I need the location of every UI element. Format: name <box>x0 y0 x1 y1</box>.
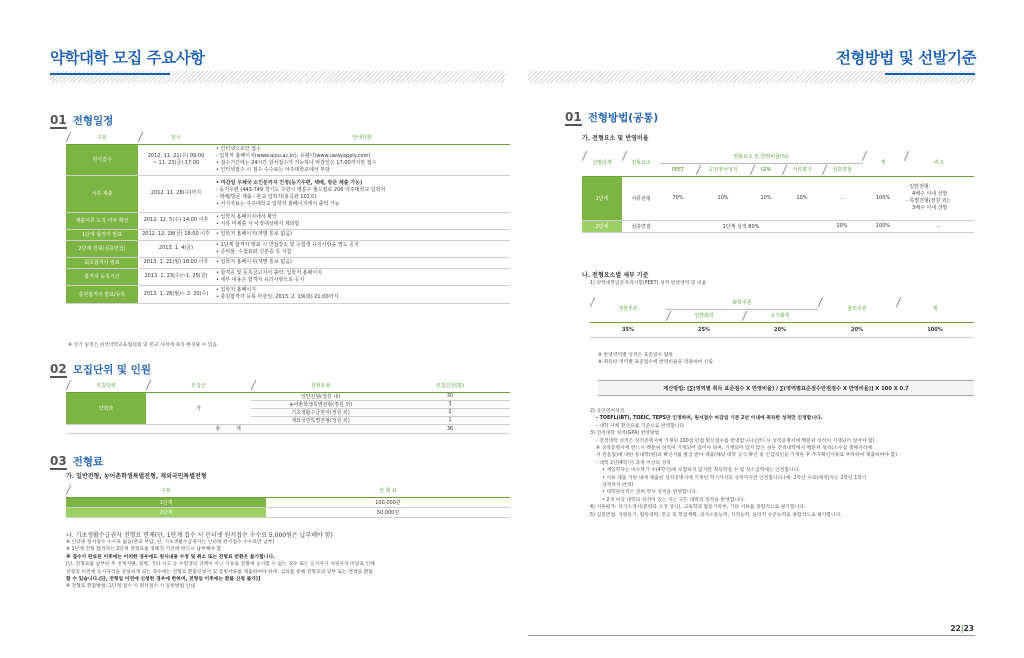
peet-header-organic-chem: 유기화학 <box>742 309 818 322</box>
schedule-note: - 등기우편 (443-749 경기도 수원시 영통구 월드컵로 206 아주대학교 입학처 <box>216 186 386 193</box>
criteria-line: 5) 심층면접: 지원동기, 활동경력, 전공 및 학업계획, 의사소통능력, 지적능력, 윤리적 수준능력을 종합적으로 평가합니다. <box>590 512 842 518</box>
peet-note: ※ 취득한 영역별 표준점수에 반영비율을 적용하여 산출 <box>598 360 714 366</box>
criteria-line: • 재입학자는 이수학기 수(4학기)에 포함하지 않지만 취득학점 수 및 성소급학에는 인정합니다. <box>602 468 800 474</box>
schedule-note: • 서식자료는 아주대학교 입학처 홈페이지에서 출력 가능 <box>216 200 340 207</box>
table-row <box>66 212 510 229</box>
criteria-line: • 2개 이상 대학의 성적이 있는 자는 모든 대학의 성적을 반영합니다. <box>602 497 746 503</box>
fee-note: ※ 전형료 환불방법: 1단계 접수 시 원서접수 시 등록방법 안내 <box>66 584 195 590</box>
schedule-note: • 준비물: 수험표와 신분증 꼭 지참 <box>216 248 292 255</box>
quota-type: 기초생활수급권자(정원 외) <box>251 408 390 416</box>
schedule-note: • 인터넷접수 시 접수 수수료는 아주대학교에서 부담 <box>216 166 330 173</box>
schedule-label: 합격자 등록기간 <box>66 268 138 285</box>
fee-note: ※ 접수가 완료된 이후에는 어떠한 경우에도 원서내용 수정 및 취소 또는 전형료 반환은 불가합니다. <box>66 554 275 560</box>
quota-type: 농어촌학생특별전형(정원 외) <box>251 400 390 408</box>
fee-header-amount: 전 형 료 <box>266 484 510 497</box>
table-row <box>582 220 974 232</box>
schedule-header-category: 구분 <box>66 131 138 144</box>
peet-header-bio: 생물추론 <box>590 296 666 322</box>
table-row <box>590 322 974 337</box>
peet-value: 25% <box>666 322 742 337</box>
quota-unit: 약학과 <box>66 392 146 424</box>
criteria-line: - 대학 2년(4학기) 과정 이상의 성적 <box>596 460 671 466</box>
quota-total-row <box>66 424 510 433</box>
schedule-label: 최초합격자 발표 <box>66 257 138 268</box>
page-number-right: 23 <box>963 624 974 633</box>
peet-header-phys: 물리추론 <box>818 296 896 322</box>
schedule-header-date: 일시 <box>138 131 214 144</box>
criteria-line: 3) 전적대학 성적(GPA) 반영방법 <box>590 431 660 437</box>
fee-subheading-a: 가. 일반전형, 농어촌학생특별전형, 재외국민특별전형 <box>66 473 207 480</box>
schedule-label: 제출서류 도착 여부 확인 <box>66 212 138 229</box>
schedule-note: • 마감일 우체국 소인분까지 인정(등기우편, 택배, 방문 제출 가능) <box>216 179 363 186</box>
schedule-label: 충원합격자 발표/등록 <box>66 285 138 303</box>
schedule-date: 2012. 12. 5(수) 14:00 이후 <box>143 217 209 223</box>
left-page-title: 약학대학 모집 주요사항 <box>50 49 205 67</box>
method-remark: - 일반전형: <box>906 184 931 190</box>
section-title: 전형일정 <box>72 115 114 127</box>
method-header-gpa: GPA <box>750 163 782 176</box>
method-remark: 4배수 이내 선발 <box>912 191 948 197</box>
peet-header-chem: 화학추론 <box>666 296 818 309</box>
criteria-line: - 전적대학 성적은 성적증명서에 기재된 100점 만점 환산점수를 반영합니다.(반드시 성적증명서에 백분위 성적이 기재되어 있어야 함) <box>596 438 875 444</box>
section-number: 02 <box>50 362 67 376</box>
table-row <box>66 268 510 285</box>
schedule-date: 2012. 12. 28(금) 18:00 이후 <box>142 231 210 237</box>
method-remark: 3배수 이내 선발 <box>912 205 948 211</box>
fee-subheading-b: 나. 기초생활수급권자 전형료 면제(단, 1단계 접수 시 인터넷 원서접수 수수료 5,000원은 납부해야 함) <box>66 532 333 539</box>
schedule-date: 2013. 1. 21(월) 18:00 이후 <box>143 259 209 265</box>
criteria-subheading: 나. 전형요소별 세부 기준 <box>582 272 649 279</box>
table-row <box>66 392 510 400</box>
right-page-title: 전형방법 및 선발기준 <box>835 49 976 67</box>
section-title: 모집단위 및 인원 <box>72 364 152 376</box>
schedule-note: • 세부 내용은 합격자 유의사항으로 공지 <box>216 276 305 283</box>
fee-table <box>66 484 510 518</box>
criteria-line: • 서류 제출 기한 내에 제출한 성적증명서에 기재된 학기까지의 성적까지만 인정합니다.(예: 2학년 수료(예정)자는 2학년 1학기 <box>602 475 867 481</box>
quota-header-type: 전형유형 <box>251 379 390 392</box>
section-heading-schedule <box>50 113 113 129</box>
quota-count: 2 <box>390 408 510 416</box>
fee-header-category: 구분 <box>66 484 266 497</box>
peet-table <box>590 296 974 338</box>
method-header-row <box>582 150 974 163</box>
method-header-english: 공인영어성적 <box>696 163 750 176</box>
schedule-table <box>66 131 510 304</box>
schedule-note: • 1단계 합격자 발표 시 면접장소 및 수험생 유의사항을 별도 공지 <box>216 241 359 248</box>
table-row <box>66 229 510 240</box>
quota-count: 30 <box>390 392 510 400</box>
table-row <box>66 175 510 212</box>
method-value: 10% <box>750 176 782 220</box>
fee-note: [단, 전형료를 납부한 후 천재지변, 질병, 기타 사고 등 수험생의 귀책이 아닌 사유로 전형에 응시할 수 없는 경우 또는 응시자가 지원자격 미달로 인해 <box>66 562 375 568</box>
schedule-note: • 입학처 홈페이지에서 확인 <box>216 213 277 220</box>
method-stage: 1단계 <box>582 176 622 220</box>
method-header-docs: 서류평가 <box>782 163 822 176</box>
schedule-note: - 택배/방문 제출 : 본교 입학처(율곡관 102호) <box>216 193 317 200</box>
quota-header-unit: 모집단위 <box>66 379 146 392</box>
method-remark: － <box>904 220 974 232</box>
schedule-footnote: ※ 상기 일정은 한국약학교육협의회 및 본교 사정에 따라 변경될 수 있음 <box>68 343 218 348</box>
method-header-total: 계 <box>862 150 904 176</box>
schedule-date: 2012. 11. 28(수)까지 <box>150 190 202 196</box>
quota-header-count: 모집인원(명) <box>390 379 510 392</box>
method-value: － <box>822 176 862 220</box>
fee-stage: 2단계 <box>66 507 266 517</box>
schedule-label: 원서접수 <box>66 144 138 175</box>
table-row <box>66 240 510 257</box>
criteria-line: 성적까지 반영) <box>602 483 634 489</box>
method-header-interview: 심층면접 <box>822 163 862 176</box>
schedule-label: 2단계 전형(심층면접) <box>66 240 138 257</box>
fee-header-row <box>66 484 510 497</box>
peet-header-row <box>590 296 974 309</box>
method-value: 70% <box>660 176 696 220</box>
fee-notes <box>66 539 375 591</box>
schedule-label: 서류 제출 <box>66 175 138 212</box>
right-header-accent <box>885 73 975 75</box>
peet-notes <box>598 352 713 367</box>
section-number: 03 <box>50 454 67 468</box>
schedule-note: • 입학처 홈페이지(개별 통보 없음) <box>216 231 292 237</box>
method-total: 100% <box>862 176 904 220</box>
left-header-accent <box>50 73 170 75</box>
table-row <box>66 497 510 507</box>
section-title: 전형방법(공통) <box>587 112 659 124</box>
page-numbers <box>950 624 974 633</box>
quota-header-row <box>66 379 510 392</box>
section-number: 01 <box>50 113 67 127</box>
method-remark: - 특별전형(정원 외): <box>906 198 951 204</box>
page-number-separator: | <box>960 624 964 633</box>
method-value: 10% <box>696 176 750 220</box>
schedule-note: • 인터넷으로만 접수 <box>216 145 261 152</box>
section-heading-fee <box>50 454 103 470</box>
schedule-date: 2013. 1. 4(금) <box>158 245 194 251</box>
fee-note: 할 수 있습니다.(단, 전형일 이전에 신청한 경우에 한하며, 전형일 이후에는 환불 신청 불가)] <box>66 577 261 583</box>
criteria-line: • 대학원성적은 전혀 학사 성적을 반영합니다. <box>602 490 698 496</box>
quota-count: 1 <box>390 416 510 424</box>
schedule-label: 1단계 합격자 발표 <box>66 229 138 240</box>
quota-total-label: 총 계 <box>66 424 390 433</box>
schedule-header-notes: 안내사항 <box>214 131 510 144</box>
schedule-note: • 서류 미제출 시 사정대상에서 제외함 <box>216 220 300 227</box>
table-row <box>66 285 510 303</box>
method-header-remark: 비고 <box>904 150 974 176</box>
section-heading-quota <box>50 362 151 378</box>
schedule-note: • 접수기간에는 24시간 원서접수가 가능하나 마감일은 17:00까지만 접수 <box>216 159 377 166</box>
method-interview: 20% <box>822 220 862 232</box>
method-value: 10% <box>782 176 822 220</box>
peet-value: 20% <box>818 322 896 337</box>
quota-count: 3 <box>390 400 510 408</box>
peet-value: 35% <box>590 322 666 337</box>
section-title: 전형료 <box>72 456 104 468</box>
peet-value: 20% <box>742 322 818 337</box>
table-row <box>66 257 510 268</box>
criteria-line: - TOEFL(iBT), TOEIC, TEPS만 인정하며, 원서접수 마감일 기준 2년 이내에 취득한 성적만 인정합니다. <box>596 416 823 422</box>
schedule-note: • 입학처 홈페이지(개별 통보 없음) <box>216 259 292 265</box>
quota-type: 일반전형(정원 내) <box>251 392 390 400</box>
criteria-line: 4) 서류평가: 자기소개서(분량과 소정 양식), 교육학과 활동기록부, 기타 서류를 종합적으로 평가합니다. <box>590 505 806 511</box>
fee-note: ※ 인터넷 원서접수 수수료 없음(본교 부담, 단, 기초생활수급권자는 인터넷 원서접수 수수료만 납부) <box>66 540 275 545</box>
peet-header-total: 계 <box>896 296 974 322</box>
method-header-group: 전형요소 및 반영비율(%) <box>660 150 862 163</box>
criteria-line: - 대학 자체 환산표를 기준으로 반영합니다. <box>596 423 686 429</box>
method-subheading: 가. 전형요소 및 반영비율 <box>582 135 649 142</box>
fee-note: ※ 1단계 전형 합격자는 2단계 전형료를 정해진 기간에 반드시 납부해야 함 <box>66 547 222 553</box>
schedule-date: 2013. 1. 23(수)~1. 25(금) <box>144 273 208 279</box>
method-table <box>582 150 974 233</box>
table-row <box>582 176 974 220</box>
peet-value: 100% <box>896 322 974 337</box>
schedule-date: 2013. 1. 28(월)~ 2. 20(수) <box>143 290 209 297</box>
schedule-date: ~ 11. 23(금) 17:00 <box>152 159 200 166</box>
fee-note: 전형의 이전에 응시자격을 상실하게 되는 경우에는 전형료 환불신청서 및 증빙서류를 제출하여야 하며, 심의를 통해 전형료의 일부 또는 전액을 환불 <box>66 569 374 575</box>
quota-total: 36 <box>390 424 510 433</box>
schedule-date: 2012. 11. 21(수) 09:00 <box>147 152 205 159</box>
peet-header-general-chem: 일반화학 <box>666 309 742 322</box>
method-header-peet: PEET <box>660 163 696 176</box>
schedule-note: • 충원합격자 등록 마감일: 2013. 2. 19(화) 21:00까지 <box>216 294 339 300</box>
quota-type: 재외국민특별전형(정원 외) <box>251 416 390 424</box>
formula-box: 계산방법: [∑(영역별 취득 표준점수 X 반영비율) / ∑(영역별표준점수만점점수 X 반영비율)] X 100 X 0.7 <box>598 380 974 396</box>
criteria-line: ※ 성적증명서에 반드시 백분위 성적이 기재되어 있어야 하며, 기재되어 있지 않은 경우 전적대학에서 백분위 성적(소수점 셋째자리에 <box>596 446 872 452</box>
quota-table <box>66 379 510 434</box>
peet-description: 1) 약학대학입문자격시험(PEET) 성적 반영영역 및 비율 <box>590 281 707 286</box>
table-row <box>66 144 510 175</box>
page-number-left: 22 <box>950 624 961 633</box>
schedule-note: • 합격증 및 등록금고지서 출력: 입학처 홈페이지 <box>216 269 322 276</box>
peet-note: ※ 반영영역별 성적은 표준점수 활용 <box>598 353 673 358</box>
method-element: 서류전형 <box>622 176 660 220</box>
criteria-details <box>590 408 897 519</box>
criteria-line: 2) 공인영어성적 <box>590 409 625 414</box>
fee-amount: 100,000원 <box>266 497 510 507</box>
method-header-stage: 선발단계 <box>582 150 622 176</box>
fee-amount: 50,000원 <box>266 507 510 517</box>
schedule-header-row <box>66 131 510 144</box>
table-row <box>66 507 510 517</box>
method-merged: 1단계 성적 80% <box>660 220 822 232</box>
fee-stage: 1단계 <box>66 497 266 507</box>
footer-rule <box>528 635 975 636</box>
criteria-line: 서 반올림)에 대한 동대학(원)의 확인서를 발급 받아 제출(해당 대학 공식 확인 및 인감직인을 기재한 후 추가확인서류로 부착하여 제출하여야 함) <box>596 453 897 459</box>
quota-header-group: 모집군 <box>146 379 251 392</box>
method-total: 100% <box>862 220 904 232</box>
method-header-element: 전형요소 <box>622 150 660 176</box>
schedule-note: - 입학처 홈페이지(www.ajou.ac.kr), 유웨이(www.uwayapply.com) <box>216 152 371 159</box>
quota-group: 가 <box>146 392 251 424</box>
method-stage: 2단계 <box>582 220 622 232</box>
method-element: 심층면접 <box>622 220 660 232</box>
section-heading-method <box>565 110 658 126</box>
section-number: 01 <box>565 110 582 124</box>
schedule-note: • 입학처 홈페이지 <box>216 287 256 293</box>
